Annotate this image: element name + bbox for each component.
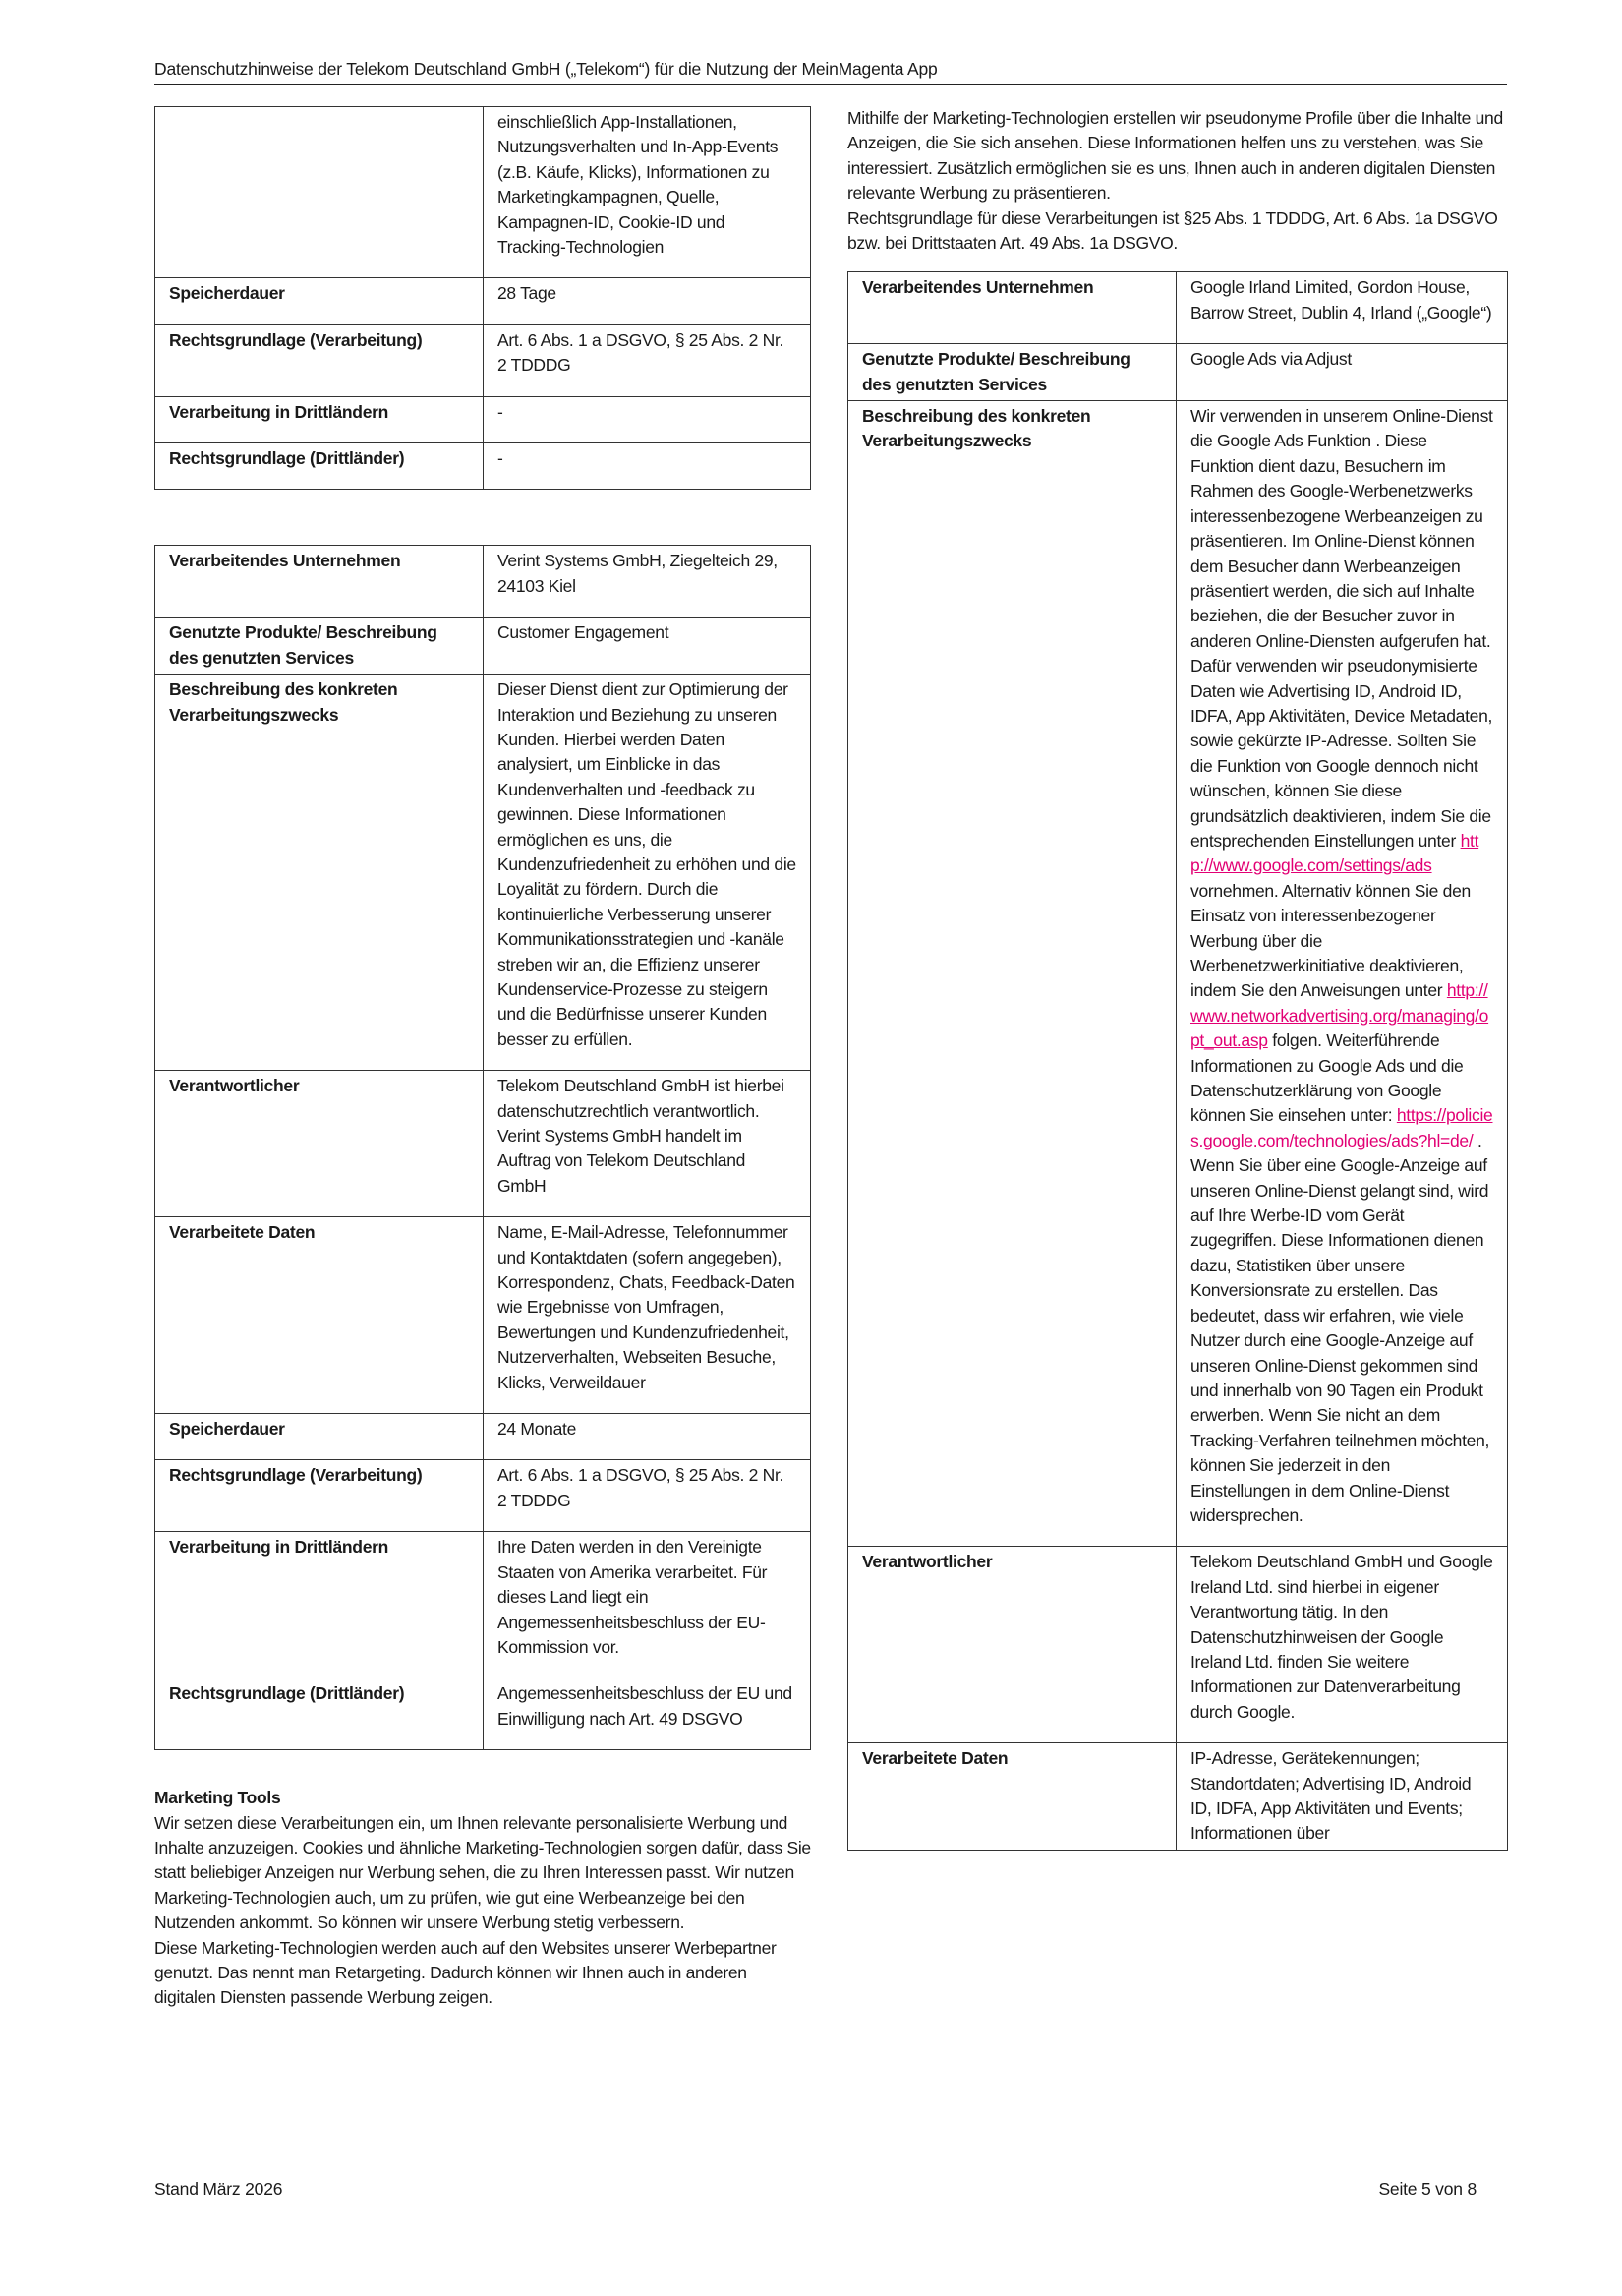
table-row bbox=[155, 396, 811, 442]
row-value: Name, E-Mail-Adresse, Telefonnummer und Kontaktdaten (sofern angegeben), Korrespondenz, Chats, Feedback-Daten wie Ergebnisse von Umfragen, Bewertungen und Kundenzufriedenheit, Nutzerverhalten, Webseiten Besuche, Klicks, Verweildauer bbox=[484, 1217, 811, 1414]
table-row bbox=[848, 1743, 1508, 1851]
row-key: Verantwortlicher bbox=[848, 1547, 1177, 1743]
table-row bbox=[155, 546, 811, 618]
footer-page-number: Seite 5 von 8 bbox=[1378, 2179, 1477, 2199]
table-row bbox=[155, 675, 811, 1071]
google-ads-policies-link[interactable]: https://policies.google.com/technologies/ads?hl=de/ bbox=[1190, 1105, 1493, 1150]
left-column bbox=[154, 106, 811, 2011]
table-row bbox=[848, 344, 1508, 401]
table-row bbox=[155, 1414, 811, 1460]
row-value: Google Irland Limited, Gordon House, Barrow Street, Dublin 4, Irland („Google“) bbox=[1177, 272, 1508, 344]
right-column bbox=[847, 106, 1508, 1851]
row-value: - bbox=[484, 396, 811, 442]
row-value: Google Ads via Adjust bbox=[1177, 344, 1508, 401]
paragraph: Wir setzen diese Verarbeitungen ein, um Ihnen relevante personalisierte Werbung und Inhalte anzuzeigen. Cookies und ähnliche Marketing-Technologien sorgen dafür, dass Sie statt beliebiger Anzeigen nur Werbung sehen, die zu Ihren Interessen passt. Wir nutzen Marketing-Technologien auch, um zu prüfen, wie gut eine Werbeanzeige bei den Nutzenden ankommt. So können wir unsere Werbung stetig verbessern. bbox=[154, 1812, 811, 1933]
google-ads-processing-table bbox=[847, 271, 1508, 1850]
row-key bbox=[155, 107, 484, 278]
row-value: 24 Monate bbox=[484, 1414, 811, 1460]
purpose-text: folgen. Weiterführende Informationen zu Google Ads und die Datenschutzerklärung von Google können Sie einsehen unter: bbox=[1190, 1030, 1464, 1126]
row-value: Dieser Dienst dient zur Optimierung der Interaktion und Beziehung zu unseren Kunden. Hierbei werden Daten analysiert, um Einblicke in das Kundenverhalten und -feedback zu gewinnen. Diese Informationen ermöglichen es uns, die Kundenzufriedenheit zu erhöhen und die Loyalität zu fördern. Durch die kontinuierliche Verbesserung unserer Kommunikationsstrategien und -kanäle streben wir an, die Effizienz unserer Kundenservice-Prozesse zu steigern und die Bedürfnisse unserer Kunden besser zu erfüllen. bbox=[484, 675, 811, 1071]
row-key: Speicherdauer bbox=[155, 278, 484, 324]
page-header: Datenschutzhinweise der Telekom Deutschland GmbH („Telekom“) für die Nutzung der MeinMagenta App bbox=[154, 57, 1507, 85]
row-value: - bbox=[484, 443, 811, 490]
table-row bbox=[155, 107, 811, 278]
row-value: einschließlich App-Installationen, Nutzungsverhalten und In-App-Events (z.B. Käufe, Klicks), Informationen zu Marketingkampagnen, Quelle, Kampagnen-ID, Cookie-ID und Tracking-Technologien bbox=[484, 107, 811, 278]
row-value: Verint Systems GmbH, Ziegelteich 29, 24103 Kiel bbox=[484, 546, 811, 618]
paragraph: Mithilfe der Marketing-Technologien erstellen wir pseudonyme Profile über die Inhalte und Anzeigen, die Sie sich ansehen. Diese Informationen helfen uns zu verstehen, was Sie interessiert. Zusätzlich ermöglichen sie es uns, Ihnen auch in anderen digitalen Diensten relevante Werbung zu präsentieren. bbox=[847, 108, 1503, 204]
table-row bbox=[155, 1460, 811, 1532]
row-key: Rechtsgrundlage (Drittländer) bbox=[155, 443, 484, 490]
row-value: Ihre Daten werden in den Vereinigte Staaten von Amerika verarbeitet. Für dieses Land liegt ein Angemessenheitsbeschluss der EU-Kommission vor. bbox=[484, 1532, 811, 1678]
table-row bbox=[155, 1217, 811, 1414]
table-row bbox=[155, 618, 811, 675]
paragraph: Rechtsgrundlage für diese Verarbeitungen ist §25 Abs. 1 TDDDG, Art. 6 Abs. 1a DSGVO bzw. bei Drittstaaten Art. 49 Abs. 1a DSGVO. bbox=[847, 207, 1498, 254]
table-row bbox=[155, 324, 811, 396]
network-advertising-opt-out-link[interactable]: http://www.networkadvertising.org/managing/opt_out.asp bbox=[1190, 980, 1489, 1051]
row-value: Telekom Deutschland GmbH ist hierbei datenschutzrechtlich verantwortlich. Verint Systems GmbH handelt im Auftrag von Telekom Deutschland GmbH bbox=[484, 1071, 811, 1217]
google-ads-settings-link[interactable]: http://www.google.com/settings/ads bbox=[1190, 830, 1479, 876]
row-value bbox=[1177, 401, 1508, 1547]
row-value: IP-Adresse, Gerätekennungen; Standortdaten; Advertising ID, Android ID, IDFA, App Aktivitäten und Events; Informationen über bbox=[1177, 1743, 1508, 1851]
verint-processing-table bbox=[154, 545, 811, 1750]
row-key: Speicherdauer bbox=[155, 1414, 484, 1460]
row-key: Verarbeitete Daten bbox=[848, 1743, 1177, 1851]
row-key: Verarbeitendes Unternehmen bbox=[848, 272, 1177, 344]
table-row bbox=[848, 1547, 1508, 1743]
table-row bbox=[848, 401, 1508, 1547]
row-key: Verarbeitung in Drittländern bbox=[155, 396, 484, 442]
purpose-text: . Wenn Sie über eine Google-Anzeige auf unseren Online-Dienst gelangt sind, wird auf Ihre Werbe-ID vom Gerät zugegriffen. Diese Informationen dienen dazu, Statistiken über unsere Konversionsrate zu erstellen. Das bedeutet, dass wir erfahren, wie viele Nutzer durch eine Google-Anzeige auf unseren Online-Dienst gekommen sind und innerhalb von 90 Tagen ein Produkt erwerben. Wenn Sie nicht an dem Tracking-Verfahren teilnehmen möchten, können Sie jederzeit in den Einstellungen in dem Online-Dienst widersprechen. bbox=[1190, 1130, 1490, 1525]
table-row bbox=[155, 443, 811, 490]
row-key: Verarbeitendes Unternehmen bbox=[155, 546, 484, 618]
row-key: Rechtsgrundlage (Verarbeitung) bbox=[155, 324, 484, 396]
row-value: Customer Engagement bbox=[484, 618, 811, 675]
row-value: Telekom Deutschland GmbH und Google Ireland Ltd. sind hierbei in eigener Verantwortung tätig. In den Datenschutzhinweisen der Google Ireland Ltd. finden Sie weitere Informationen zur Datenverarbeitung durch Google. bbox=[1177, 1547, 1508, 1743]
row-key: Genutzte Produkte/ Beschreibung des genutzten Services bbox=[155, 618, 484, 675]
row-key: Rechtsgrundlage (Drittländer) bbox=[155, 1678, 484, 1750]
table-row bbox=[848, 272, 1508, 344]
purpose-text: Wir verwenden in unserem Online-Dienst die Google Ads Funktion . Diese Funktion dient dazu, Besuchern im Rahmen des Google-Werbenetzwerks interessenbezogene Werbeanzeigen zu präsentieren. Im Online-Dienst können dem Besucher dann Werbeanzeigen präsentiert werden, die sich auf Inhalte beziehen, die der Besucher zuvor in anderen Online-Diensten aufgerufen hat. Dafür verwenden wir pseudonymisierte Daten wie Advertising ID, Android ID, IDFA, App Aktivitäten, Device Metadaten, sowie gekürzte IP-Adresse. Sollten Sie die Funktion von Google dennoch nicht wünschen, können Sie diese grundsätzlich deaktivieren, indem Sie die entsprechenden Einstellungen unter bbox=[1190, 406, 1493, 851]
row-value: Art. 6 Abs. 1 a DSGVO, § 25 Abs. 2 Nr. 2 TDDDG bbox=[484, 1460, 811, 1532]
row-key: Beschreibung des konkreten Verarbeitungszwecks bbox=[155, 675, 484, 1071]
marketing-tools-section bbox=[154, 1786, 811, 2011]
table-row bbox=[155, 278, 811, 324]
row-value: Art. 6 Abs. 1 a DSGVO, § 25 Abs. 2 Nr. 2 TDDDG bbox=[484, 324, 811, 396]
row-key: Rechtsgrundlage (Verarbeitung) bbox=[155, 1460, 484, 1532]
table-row bbox=[155, 1678, 811, 1750]
paragraph: Diese Marketing-Technologien werden auch auf den Websites unserer Werbepartner genutzt. Das nennt man Retargeting. Dadurch können wir Ihnen auch in anderen digitalen Diensten passende Werbung zeigen. bbox=[154, 1937, 777, 2008]
purpose-text: vornehmen. Alternativ können Sie den Einsatz von interessenbezogener Werbung über die Werbenetzwerkinitiative deaktivieren, indem Sie den Anweisungen unter bbox=[1190, 880, 1471, 1001]
table-row bbox=[155, 1532, 811, 1678]
row-key: Verarbeitete Daten bbox=[155, 1217, 484, 1414]
footer-date: Stand März 2026 bbox=[154, 2179, 283, 2199]
section-title: Marketing Tools bbox=[154, 1788, 281, 1808]
row-key: Verarbeitung in Drittländern bbox=[155, 1532, 484, 1678]
row-key: Verantwortlicher bbox=[155, 1071, 484, 1217]
table-row bbox=[155, 1071, 811, 1217]
row-value: Angemessenheitsbeschluss der EU und Einwilligung nach Art. 49 DSGVO bbox=[484, 1678, 811, 1750]
row-key: Beschreibung des konkreten Verarbeitungszwecks bbox=[848, 401, 1177, 1547]
row-value: 28 Tage bbox=[484, 278, 811, 324]
row-key: Genutzte Produkte/ Beschreibung des genutzten Services bbox=[848, 344, 1177, 401]
processing-table-continued bbox=[154, 106, 811, 490]
